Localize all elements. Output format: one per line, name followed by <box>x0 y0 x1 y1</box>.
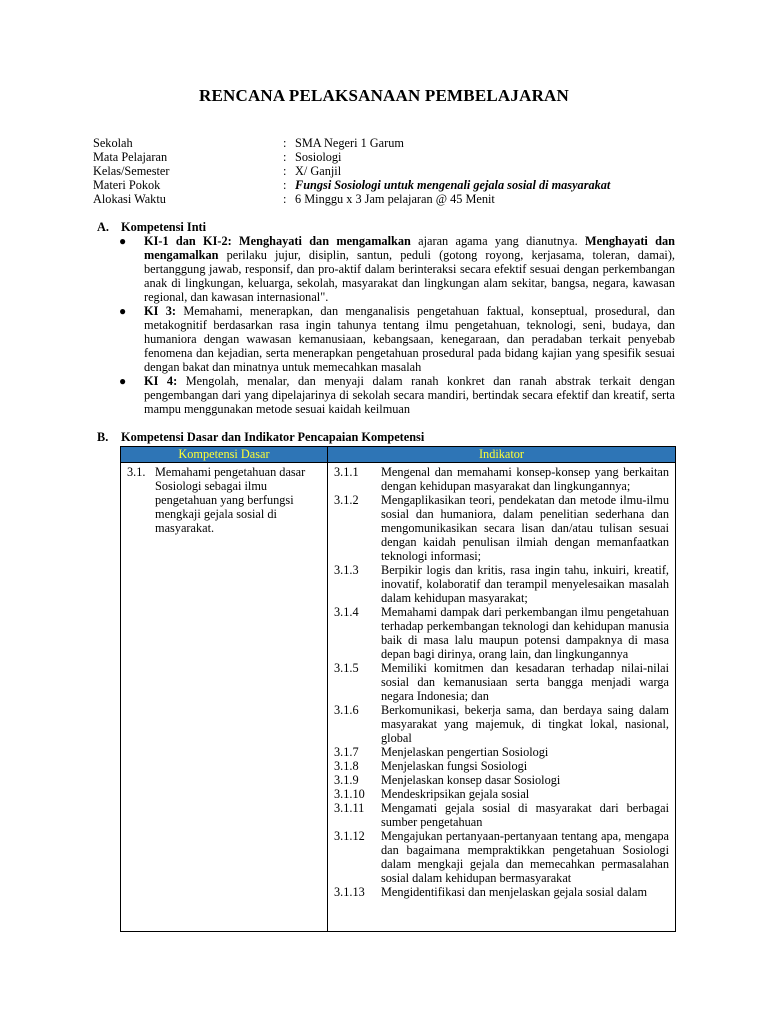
bullet-icon: ● <box>119 234 127 248</box>
ki-text-segment: KI 4: <box>144 374 178 388</box>
info-label: Materi Pokok <box>93 178 161 192</box>
section-b-letter: B. <box>97 430 109 444</box>
indicator-text: Mendeskripsikan gejala sosial <box>381 787 530 801</box>
section-b-heading <box>97 430 675 444</box>
section-a-title: Kompetensi Inti <box>121 220 207 234</box>
indicator-text: Mengaplikasikan teori, pendekatan dan metode ilmu-ilmu sosial dan humaniora, dalam penelitian sederhana dan mengomunikasikan secara lisan dan/atau tulisan sesuai dengan kaidah penulisan ilmiah dengan memanfaatkan teknologi informasi; <box>381 493 669 563</box>
indicator-text: Menjelaskan konsep dasar Sosiologi <box>381 773 561 787</box>
indicator-number: 3.1.12 <box>334 829 365 843</box>
info-value: 6 Minggu x 3 Jam pelajaran @ 45 Menit <box>295 192 495 206</box>
indicator-text: Mengamati gejala sosial di masyarakat dari berbagai sumber pengetahuan <box>381 801 669 829</box>
info-row <box>93 164 693 178</box>
section-a-letter: A. <box>97 220 109 234</box>
indicator-number: 3.1.11 <box>334 801 365 815</box>
info-label: Sekolah <box>93 136 133 150</box>
table-row <box>121 463 676 932</box>
indicator-text: Mengidentifikasi dan menjelaskan gejala sosial dalam <box>381 885 648 899</box>
ki-text-segment: Menghayati dan mengamalkan <box>144 234 675 262</box>
indicator-number: 3.1.1 <box>334 465 359 479</box>
indicator-number: 3.1.7 <box>334 745 359 759</box>
info-label: Alokasi Waktu <box>93 192 166 206</box>
info-row <box>93 136 693 150</box>
indicator-item <box>334 759 669 773</box>
info-colon: : <box>283 150 287 164</box>
identity-info <box>93 136 693 206</box>
ki-text-segment: KI 3: <box>144 304 176 318</box>
indicator-number: 3.1.4 <box>334 605 359 619</box>
info-value: Fungsi Sosiologi untuk mengenali gejala sosial di masyarakat <box>295 178 611 192</box>
kd-number: 3.1. <box>127 465 146 479</box>
section-kompetensi-dasar <box>97 430 675 444</box>
header-kompetensi-dasar: Kompetensi Dasar <box>121 447 328 463</box>
indicator-text: Berkomunikasi, bekerja sama, dan berdaya saing dalam masyarakat yang majemuk, di tingkat lokal, nasional, global <box>381 703 669 745</box>
indicator-item <box>334 829 669 885</box>
header-indikator: Indikator <box>328 447 676 463</box>
info-colon: : <box>283 192 287 206</box>
ki-text-segment: Memahami, menerapkan, dan menganalisis pengetahuan faktual, konseptual, prosedural, dan metakognitif berdasarkan rasa ingin tahunya tentang ilmu pengetahuan, teknologi, seni, budaya, dan humaniora dengan wawasan kemanusiaan, kebangsaan, kenegaraan, dan peradaban terkait penyebab fenomena dan kejadian, serta menerapkan pengetahuan prosedural pada bidang kajian yang spesifik sesuai dengan bakat dan minatnya untuk memecahkan masalah <box>144 304 675 374</box>
info-colon: : <box>283 136 287 150</box>
indicator-number: 3.1.10 <box>334 787 365 801</box>
ki-list <box>97 234 675 416</box>
indicator-number: 3.1.13 <box>334 885 365 899</box>
info-value: Sosiologi <box>295 150 342 164</box>
indicator-item <box>334 703 669 745</box>
info-colon: : <box>283 164 287 178</box>
info-row <box>93 192 693 206</box>
indicator-item <box>334 563 669 605</box>
kd-indicator-table <box>120 446 676 932</box>
ki-text-segment: Mengolah, menalar, dan menyaji dalam ranah konkret dan ranah abstrak terkait dengan pengembangan dari yang dipelajarinya di sekolah secara mandiri, bertindak secara efektif dan kreatif, serta mampu menggunakan metode sesuai kaidah keilmuan <box>144 374 675 416</box>
ki-text-segment: perilaku jujur, disiplin, santun, peduli (gotong royong, kerjasama, toleran, damai), bertanggung jawab, responsif, dan pro-aktif dalam berinteraksi secara efektif sesuai dengan perkembangan anak di lingkungan, keluarga, sekolah, masyarakat dan lingkungan alam sekitar, bangsa, negara, kawasan regional, dan kawasan internasional". <box>144 248 675 304</box>
info-label: Kelas/Semester <box>93 164 170 178</box>
indicator-item <box>334 773 669 787</box>
indicator-cell <box>328 463 676 932</box>
kd-cell <box>121 463 328 932</box>
indicator-number: 3.1.6 <box>334 703 359 717</box>
section-a-heading <box>97 220 675 234</box>
indicator-number: 3.1.8 <box>334 759 359 773</box>
indicator-text: Mengajukan pertanyaan-pertanyaan tentang apa, mengapa dan bagaimana mempraktikkan pengetahuan Sosiologi dalam mengkaji gejala dan memecahkan permasalahan sosial dalam kehidupan bermasyarakat <box>381 829 669 885</box>
indicator-item <box>334 661 669 703</box>
info-colon: : <box>283 178 287 192</box>
indicator-item <box>334 787 669 801</box>
indicator-item <box>334 801 669 829</box>
indicator-text: Menjelaskan fungsi Sosiologi <box>381 759 528 773</box>
indicator-item <box>334 493 669 563</box>
info-label: Mata Pelajaran <box>93 150 168 164</box>
list-item <box>97 374 675 416</box>
indicator-number: 3.1.2 <box>334 493 359 507</box>
indicator-number: 3.1.9 <box>334 773 359 787</box>
indicator-text: Memahami dampak dari perkembangan ilmu pengetahuan terhadap perkembangan teknologi dan kehidupan manusia baik di masa lalu maupun potensi dampaknya di masa depan bagi dirinya, orang lain, dan lingkungannya <box>381 605 669 661</box>
bullet-icon: ● <box>119 374 127 388</box>
kd-text: Memahami pengetahuan dasar Sosiologi sebagai ilmu pengetahuan yang berfungsi mengkaji gejala sosial di masyarakat. <box>155 465 306 535</box>
indicator-item <box>334 465 669 493</box>
list-item <box>97 304 675 374</box>
indicator-item <box>334 885 669 899</box>
bullet-icon: ● <box>119 304 127 318</box>
info-row <box>93 150 693 164</box>
ki-text-segment: KI-1 dan KI-2: Menghayati dan mengamalkan <box>144 234 411 248</box>
info-value: SMA Negeri 1 Garum <box>295 136 404 150</box>
indicator-text: Menjelaskan pengertian Sosiologi <box>381 745 549 759</box>
indicator-text: Berpikir logis dan kritis, rasa ingin tahu, inkuiri, kreatif, inovatif, kolaboratif dan terampil menyelesaikan masalah dalam kehidupan masyarakat; <box>381 563 669 605</box>
info-value: X/ Ganjil <box>295 164 342 178</box>
indicator-text: Mengenal dan memahami konsep-konsep yang berkaitan dengan kehidupan masyarakat dan lingkungannya; <box>381 465 669 493</box>
indicator-item <box>334 605 669 661</box>
list-item <box>97 234 675 304</box>
ki-text-segment: ajaran agama yang dianutnya. <box>410 234 585 248</box>
indicator-list <box>334 465 669 899</box>
indicator-number: 3.1.5 <box>334 661 359 675</box>
indicator-number: 3.1.3 <box>334 563 359 577</box>
info-row <box>93 178 693 192</box>
section-b-title: Kompetensi Dasar dan Indikator Pencapaian Kompetensi <box>121 430 425 444</box>
section-kompetensi-inti <box>97 220 675 416</box>
indicator-item <box>334 745 669 759</box>
table-header-row <box>121 447 676 463</box>
indicator-text: Memiliki komitmen dan kesadaran terhadap nilai-nilai sosial dan kemanusiaan serta bangga menjadi warga negara Indonesia; dan <box>381 661 669 703</box>
document-title: RENCANA PELAKSANAAN PEMBELAJARAN <box>198 86 570 105</box>
